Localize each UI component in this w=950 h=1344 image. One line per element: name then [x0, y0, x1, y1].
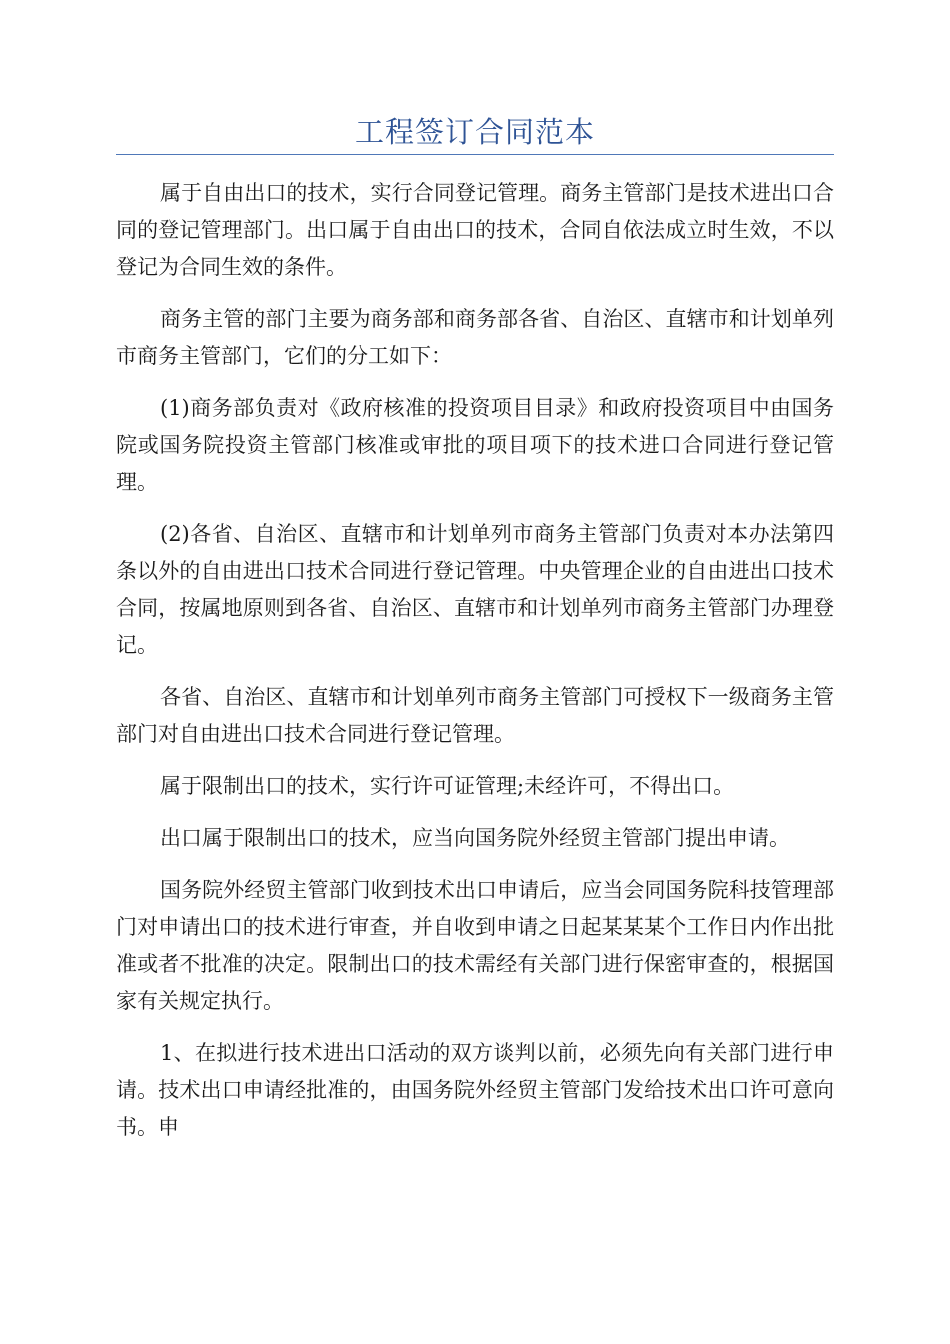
paragraph-2: 商务主管的部门主要为商务部和商务部各省、自治区、直辖市和计划单列市商务主管部门，它们的分工如下： [116, 307, 834, 368]
document-body [116, 175, 834, 1161]
paragraph-7: 出口属于限制出口的技术，应当向国务院外经贸主管部门提出申请。 [160, 826, 790, 850]
paragraph-5: 各省、自治区、直辖市和计划单列市商务主管部门可授权下一级商务主管部门对自由进出口技术合同进行登记管理。 [116, 685, 834, 746]
paragraph-6: 属于限制出口的技术，实行许可证管理;未经许可，不得出口。 [160, 774, 735, 798]
paragraph-9: 1、在拟进行技术进出口活动的双方谈判以前，必须先向有关部门进行申请。技术出口申请经批准的，由国务院外经贸主管部门发给技术出口许可意向书。申 [116, 1041, 834, 1139]
title-underline [116, 154, 834, 155]
document-title: 工程签订合同范本 [354, 115, 595, 149]
paragraph-3: (1)商务部负责对《政府核准的投资项目目录》和政府投资项目中由国务院或国务院投资主管部门核准或审批的项目项下的技术进口合同进行登记管理。 [116, 396, 834, 494]
paragraph-1: 属于自由出口的技术，实行合同登记管理。商务主管部门是技术进出口合同的登记管理部门。出口属于自由出口的技术，合同自依法成立时生效，不以登记为合同生效的条件。 [116, 181, 834, 279]
paragraph-4: (2)各省、自治区、直辖市和计划单列市商务主管部门负责对本办法第四条以外的自由进出口技术合同进行登记管理。中央管理企业的自由进出口技术合同，按属地原则到各省、自治区、直辖市和计划单列市商务主管部门办理登记。 [116, 522, 834, 657]
paragraph-8: 国务院外经贸主管部门收到技术出口申请后，应当会同国务院科技管理部门对申请出口的技术进行审查，并自收到申请之日起某某某个工作日内作出批准或者不批准的决定。限制出口的技术需经有关部门进行保密审查的，根据国家有关规定执行。 [116, 878, 834, 1013]
